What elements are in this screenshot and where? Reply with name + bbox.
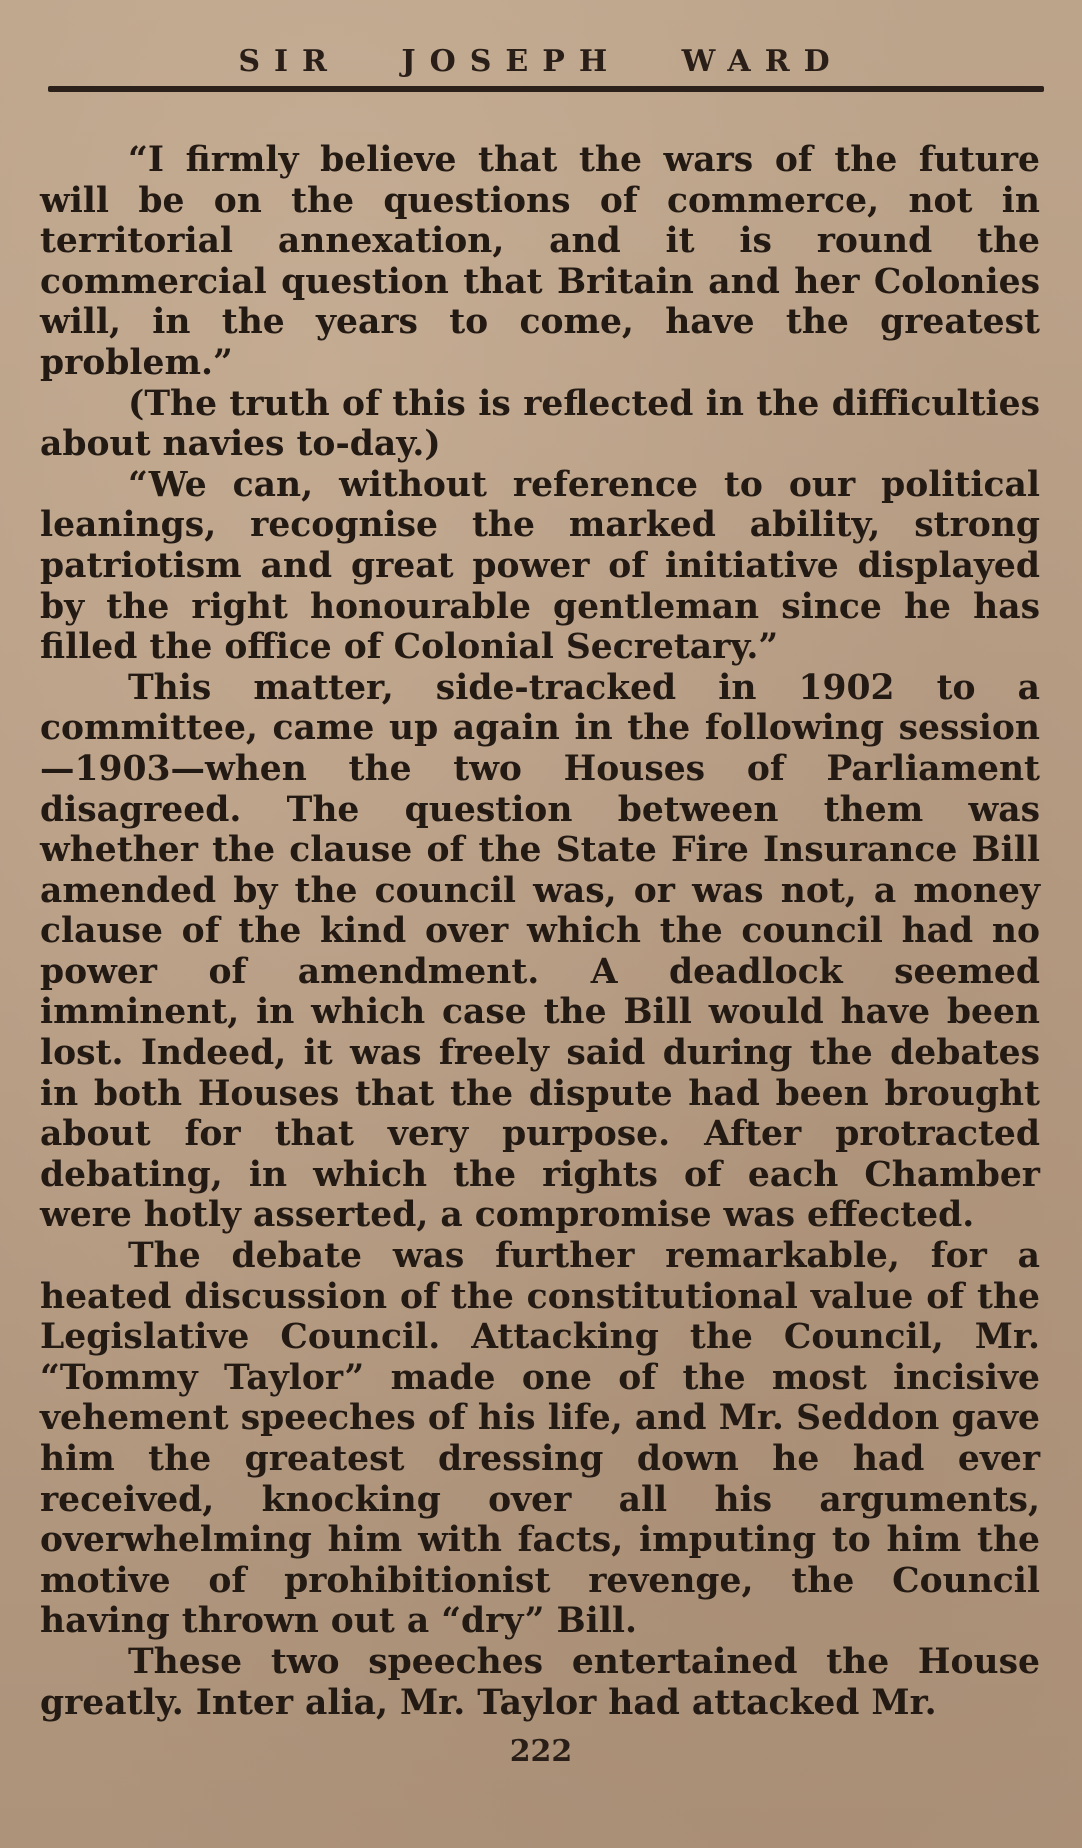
- paragraph-navies-note: (The truth of this is reflected in the difficulties about navies to-day.): [40, 383, 1040, 465]
- running-head: SIR JOSEPH WARD: [238, 44, 844, 79]
- page-number: 222: [509, 1734, 573, 1769]
- paragraph-two-speeches: These two speeches entertained the House greatly. Inter alia, Mr. Taylor had attacked Mr.: [40, 1641, 1040, 1723]
- body-text: [40, 140, 1040, 1723]
- header-rule: [48, 86, 1044, 92]
- paragraph-colonial-secretary-quote: “We can, without reference to our political leanings, recognise the marked ability, strong patriotism and great power of initiative displayed by the right honourable gentleman since he has filled the office of Colonial Secretary.”: [40, 464, 1040, 668]
- paragraph-commerce-quote: “I firmly believe that the wars of the future will be on the questions of commerce, not in territorial annexation, and it is round the commercial question that Britain and her Colonies will, in the years to come, have the greatest problem.”: [40, 140, 1040, 383]
- paragraph-fire-insurance-bill: This matter, side-tracked in 1902 to a committee, came up again in the following session—1903—when the two Houses of Parliament disagreed. The question between them was whether the clause of the State Fire Insurance Bill amended by the council was, or was not, a money clause of the kind over which the council had no power of amendment. A deadlock seemed imminent, in which case the Bill would have been lost. Indeed, it was freely said during the debates in both Houses that the dispute had been brought about for that very purpose. After protracted debating, in which the rights of each Chamber were hotly asserted, a compromise was effected.: [40, 667, 1040, 1236]
- paragraph-legislative-council-debate: The debate was further remarkable, for a heated discussion of the constitutional value of the Legislative Council. Attacking the Council, Mr. “Tommy Taylor” made one of the most incisive vehement speeches of his life, and Mr. Seddon gave him the greatest dressing down he had ever received, knocking over all his arguments, overwhelming him with facts, imputing to him the motive of prohibitionist revenge, the Council having thrown out a “dry” Bill.: [40, 1236, 1040, 1642]
